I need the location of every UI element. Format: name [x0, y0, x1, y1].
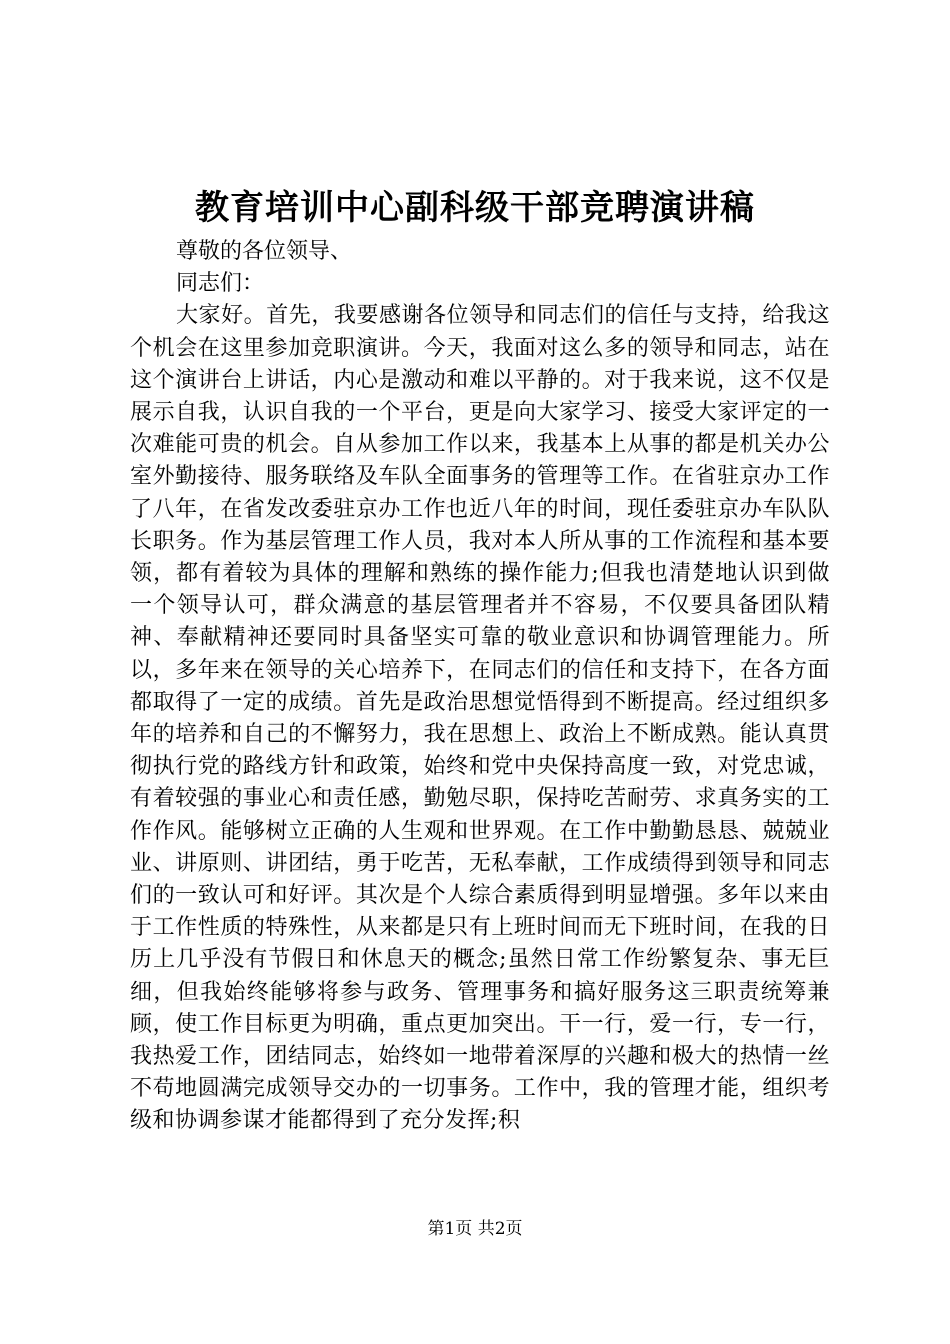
page-number-footer: 第1页 共2页 — [427, 1219, 523, 1239]
document-title: 教育培训中心副科级干部竞聘演讲稿 — [195, 188, 755, 228]
body-paragraph: 大家好。首先，我要感谢各位领导和同志们的信任与支持，给我这个机会在这里参加竞职演讲。今天，我面对这么多的领导和同志，站在这个演讲台上讲话，内心是激动和难以平静的。对于我来说，这不仅是展示自我，认识自我的一个平台，更是向大家学习、接受大家评定的一次难能可贵的机会。自从参加工作以来，我基本上从事的都是机关办公室外勤接待、服务联络及车队全面事务的管理等工作。在省驻京办工作了八年，在省发改委驻京办工作也近八年的时间，现任委驻京办车队队长职务。作为基层管理工作人员，我对本人所从事的工作流程和基本要领，都有着较为具体的理解和熟练的操作能力;但我也清楚地认识到做一个领导认可，群众满意的基层管理者并不容易，不仅要具备团队精神、奉献精神还要同时具备坚实可靠的敬业意识和协调管理能力。所以，多年来在领导的关心培养下，在同志们的信任和支持下，在各方面都取得了一定的成绩。首先是政治思想觉悟得到不断提高。经过组织多年的培养和自己的不懈努力，我在思想上、政治上不断成熟。能认真贯彻执行党的路线方针和政策，始终和党中央保持高度一致，对党忠诚，有着较强的事业心和责任感，勤勉尽职，保持吃苦耐劳、求真务实的工作作风。能够树立正确的人生观和世界观。在工作中勤勤恳恳、兢兢业业、讲原则、讲团结，勇于吃苦，无私奉献，工作成绩得到领导和同志们的一致认可和好评。其次是个人综合素质得到明显增强。多年以来由于工作性质的特殊性，从来都是只有上班时间而无下班时间，在我的日历上几乎没有节假日和休息天的概念;虽然日常工作纷繁复杂、事无巨细，但我始终能够将参与政务、管理事务和搞好服务这三职责统筹兼顾，使工作目标更为明确，重点更加突出。干一行，爱一行，专一行，我热爱工作，团结同志，始终如一地带着深厚的兴趣和极大的热情一丝不苟地圆满完成领导交办的一切事务。工作中，我的管理才能，组织考级和协调参谋才能都得到了充分发挥;积 — [130, 303, 830, 1134]
salutation-line-2: 同志们： — [176, 271, 265, 297]
salutation-line-1: 尊敬的各位领导、 — [176, 239, 353, 264]
document-body — [130, 236, 830, 1138]
